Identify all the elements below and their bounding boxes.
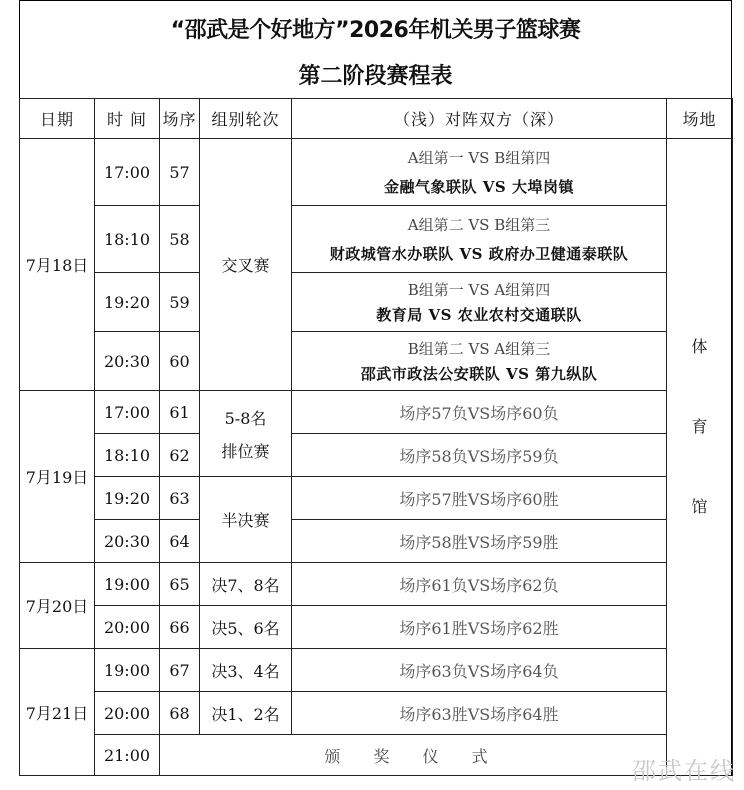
round-label: 排位赛: [221, 441, 270, 461]
matchup-cell: [292, 332, 667, 391]
teams-text: 邵武市政法公安联队 VS 第九纵队: [360, 365, 598, 383]
date-cell: 7月20日: [20, 563, 95, 649]
watermark-text: 邵武在线: [632, 757, 736, 785]
round-label: 5-8名: [224, 408, 267, 428]
seq-cell: 58: [160, 206, 200, 273]
matchup-cell: 场序58负VS场序59负: [292, 434, 667, 477]
seq-cell: 68: [160, 692, 200, 735]
table-row: [20, 206, 733, 273]
seq-cell: 67: [160, 649, 200, 692]
table-row: [20, 273, 733, 332]
seq-cell: 66: [160, 606, 200, 649]
table-row: [20, 391, 733, 434]
teams-text: 金融气象联队 VS 大埠岗镇: [384, 178, 574, 196]
header-venue: 场地: [667, 99, 733, 139]
seq-cell: 64: [160, 520, 200, 563]
round-cell: 决5、6名: [200, 606, 292, 649]
header-row: [20, 99, 733, 139]
venue-char: 体: [691, 337, 708, 356]
seq-cell: 62: [160, 434, 200, 477]
date-cell: 7月21日: [20, 649, 95, 776]
time-cell: 20:00: [95, 606, 160, 649]
fixture-text: B组第一 VS A组第四: [407, 281, 551, 299]
table-row: [20, 649, 733, 692]
fixture-text: B组第二 VS A组第三: [407, 340, 551, 358]
teams-text: 财政城管水办联队 VS 政府办卫健通泰联队: [329, 245, 629, 263]
header-matchup: （浅）对阵双方（深）: [292, 99, 667, 139]
header-time: 时 间: [95, 99, 160, 139]
seq-cell: 60: [160, 332, 200, 391]
table-row: [20, 332, 733, 391]
time-cell: 18:10: [95, 434, 160, 477]
round-cell: [200, 391, 292, 477]
schedule-table: [19, 98, 733, 776]
matchup-cell: 场序57胜VS场序60胜: [292, 477, 667, 520]
table-row: [20, 520, 733, 563]
page-subtitle: 第二阶段赛程表: [298, 64, 453, 89]
fixture-text: A组第二 VS B组第三: [407, 216, 551, 234]
time-cell: 20:30: [95, 332, 160, 391]
table-row: [20, 735, 733, 776]
matchup-cell: [292, 206, 667, 273]
matchup-cell: [292, 139, 667, 206]
table-row: [20, 139, 733, 206]
date-cell: 7月19日: [20, 391, 95, 563]
seq-cell: 63: [160, 477, 200, 520]
header-date: 日期: [20, 99, 95, 139]
time-cell: 21:00: [95, 735, 160, 776]
time-cell: 20:30: [95, 520, 160, 563]
time-cell: 19:20: [95, 273, 160, 332]
round-cell: 决3、4名: [200, 649, 292, 692]
table-row: [20, 434, 733, 477]
header-round: 组别轮次: [200, 99, 292, 139]
time-cell: 17:00: [95, 139, 160, 206]
table-row: [20, 606, 733, 649]
matchup-cell: 场序58胜VS场序59胜: [292, 520, 667, 563]
time-cell: 19:00: [95, 649, 160, 692]
table-row: [20, 563, 733, 606]
award-ceremony-cell: 颁 奖 仪 式: [160, 735, 667, 776]
round-cell: 决1、2名: [200, 692, 292, 735]
matchup-cell: 场序63胜VS场序64胜: [292, 692, 667, 735]
seq-cell: 59: [160, 273, 200, 332]
matchup-cell: 场序57负VS场序60负: [292, 391, 667, 434]
matchup-cell: 场序61胜VS场序62胜: [292, 606, 667, 649]
header-seq: 场序: [160, 99, 200, 139]
time-cell: 20:00: [95, 692, 160, 735]
round-cell: 半决赛: [200, 477, 292, 563]
matchup-cell: 场序63负VS场序64负: [292, 649, 667, 692]
round-cell: 交叉赛: [200, 139, 292, 391]
teams-text: 教育局 VS 农业农村交通联队: [376, 306, 582, 324]
fixture-text: A组第一 VS B组第四: [407, 149, 551, 167]
seq-cell: 65: [160, 563, 200, 606]
date-cell: 7月18日: [20, 139, 95, 391]
round-cell: 决7、8名: [200, 563, 292, 606]
matchup-cell: 场序61负VS场序62负: [292, 563, 667, 606]
time-cell: 18:10: [95, 206, 160, 273]
venue-char: 育: [691, 417, 708, 436]
table-row: [20, 692, 733, 735]
time-cell: 19:00: [95, 563, 160, 606]
venue-cell: [667, 139, 733, 776]
time-cell: 19:20: [95, 477, 160, 520]
time-cell: 17:00: [95, 391, 160, 434]
page-title: “邵武是个好地方”2026年机关男子篮球赛: [170, 18, 581, 43]
venue-char: 馆: [691, 497, 708, 516]
table-row: [20, 477, 733, 520]
seq-cell: 61: [160, 391, 200, 434]
matchup-cell: [292, 273, 667, 332]
seq-cell: 57: [160, 139, 200, 206]
